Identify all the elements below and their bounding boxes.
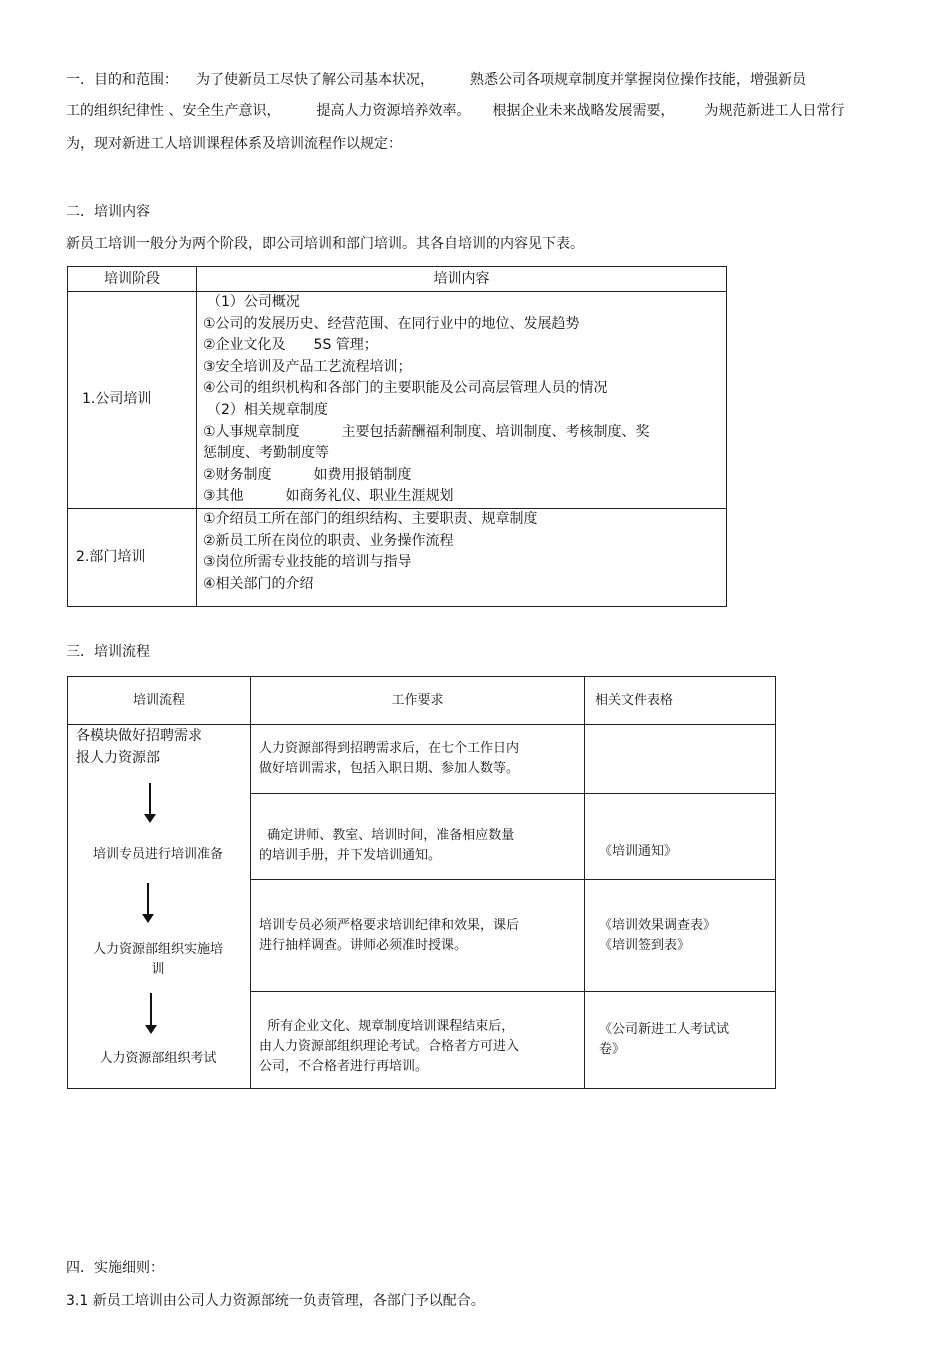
flow-step-1-line1: 各模块做好招聘需求 bbox=[76, 728, 202, 744]
content-line: （2）相关规章制度 bbox=[207, 401, 328, 418]
flow-step-3-line2: 训 bbox=[151, 962, 165, 977]
flow-step-1-line2: 报人力资源部 bbox=[76, 750, 160, 766]
flow-column bbox=[68, 725, 251, 1089]
section1-heading: 一．目的和范围： bbox=[66, 72, 178, 88]
requirement-line: 确定讲师、教室、培训时间，准备相应数量 bbox=[259, 827, 515, 843]
flow-step-1 bbox=[76, 725, 256, 769]
section2-intro: 新员工培训一般分为两个阶段，即公司培训和部门培训。其各自培训的内容见下表。 bbox=[66, 236, 584, 252]
training-content-table bbox=[67, 266, 727, 607]
content-line: ①介绍员工所在部门的组织结构、主要职责、规章制度 bbox=[203, 511, 538, 527]
intro-line-3: 为，现对新进工人培训课程体系及培训流程作以规定： bbox=[66, 136, 402, 152]
section4-item-1: 3.1 新员工培训由公司人力资源部统一负责管理，各部门予以配合。 bbox=[66, 1293, 485, 1309]
requirement-cell bbox=[251, 992, 585, 1089]
arrow-down-icon bbox=[147, 883, 149, 915]
header-requirement: 工作要求 bbox=[251, 677, 585, 725]
flow-step-3 bbox=[68, 940, 248, 980]
content-line: ④公司的组织机构和各部门的主要职能及公司高层管理人员的情况 bbox=[203, 380, 608, 397]
requirement-line: 培训专员必须严格要求培训纪律和效果，课后 bbox=[259, 917, 520, 933]
content-line: ①公司的发展历史、经营范围、在同行业中的地位、发展趋势 bbox=[203, 315, 580, 332]
document-cell bbox=[585, 880, 776, 992]
stage-company: 1.公司培训 bbox=[68, 292, 197, 509]
arrow-down-icon bbox=[150, 993, 152, 1026]
section3-title: 三．培训流程 bbox=[66, 644, 150, 660]
requirement-line: 由人力资源部组织理论考试。合格者方可进入 bbox=[259, 1039, 520, 1054]
document-cell bbox=[585, 992, 776, 1089]
arrow-down-icon bbox=[149, 783, 151, 815]
section4-title: 四．实施细则： bbox=[66, 1260, 164, 1276]
requirement-cell bbox=[251, 880, 585, 992]
content-line: ②企业文化及 5S 管理； bbox=[203, 337, 378, 354]
requirement-cell bbox=[251, 725, 585, 794]
content-line: ③其他 如商务礼仪、职业生涯规划 bbox=[203, 488, 454, 505]
header-flow: 培训流程 bbox=[68, 677, 251, 725]
document-name: 《培训通知》 bbox=[599, 843, 678, 859]
intro-text-2c: 根据企业未来战略发展需要， bbox=[492, 103, 675, 119]
intro-text-1c: 熟悉公司各项规章制度并掌握岗位操作技能，增强新员 bbox=[470, 72, 806, 88]
header-documents: 相关文件表格 bbox=[585, 677, 776, 725]
content-line: ③岗位所需专业技能的培训与指导 bbox=[203, 554, 412, 571]
content-line: ①人事规章制度 主要包括薪酬福利制度、培训制度、考核制度、奖 bbox=[203, 423, 650, 440]
content-company bbox=[197, 292, 727, 509]
section2-title: 二．培训内容 bbox=[66, 204, 150, 220]
document-name: 《公司新进工人考试试 bbox=[599, 1022, 730, 1037]
requirement-line: 的培训手册，并下发培训通知。 bbox=[259, 847, 442, 863]
document-cell bbox=[585, 725, 776, 794]
flow-step-3-line1: 人力资源部组织实施培 bbox=[92, 942, 223, 957]
content-line: ②财务制度 如费用报销制度 bbox=[203, 466, 412, 483]
content-line: ③安全培训及产品工艺流程培训； bbox=[203, 358, 412, 375]
header-stage: 培训阶段 bbox=[68, 267, 197, 292]
requirement-line: 人力资源部得到招聘需求后，在七个工作日内 bbox=[259, 741, 520, 756]
intro-line-2 bbox=[66, 101, 844, 121]
requirement-cell bbox=[251, 794, 585, 880]
flow-step-2: 培训专员进行培训准备 bbox=[92, 847, 223, 862]
content-line: 惩制度、考勤制度等 bbox=[203, 445, 329, 462]
content-department bbox=[197, 509, 727, 607]
header-content: 培训内容 bbox=[197, 267, 727, 292]
document-cell bbox=[585, 794, 776, 880]
intro-text-2d: 为规范新进工人日常行 bbox=[704, 103, 845, 119]
intro-text-2b: 提高人力资源培养效率。 bbox=[316, 103, 471, 119]
requirement-line: 公司，不合格者进行再培训。 bbox=[259, 1059, 429, 1074]
intro-text-1b: 为了使新员工尽快了解公司基本状况， bbox=[196, 72, 434, 88]
document-name: 卷》 bbox=[599, 1042, 626, 1057]
content-line: ②新员工所在岗位的职责、业务操作流程 bbox=[203, 532, 454, 549]
flow-step-4: 人力资源部组织考试 bbox=[99, 1051, 217, 1066]
training-flow-table bbox=[67, 676, 776, 1089]
document-name: 《培训签到表》 bbox=[599, 937, 691, 953]
requirement-line: 所有企业文化、规章制度培训课程结束后， bbox=[259, 1019, 515, 1034]
content-line: （1）公司概况 bbox=[207, 294, 300, 310]
intro-line-1 bbox=[66, 70, 806, 90]
content-line: ④相关部门的介绍 bbox=[203, 575, 314, 592]
stage-department: 2.部门培训 bbox=[68, 509, 197, 607]
requirement-line: 做好培训需求，包括入职日期、参加人数等。 bbox=[259, 761, 520, 776]
intro-text-2a: 工的组织纪律性 、安全生产意识， bbox=[66, 103, 281, 119]
requirement-line: 进行抽样调查。讲师必须准时授课。 bbox=[259, 937, 468, 953]
document-name: 《培训效果调查表》 bbox=[599, 917, 717, 933]
